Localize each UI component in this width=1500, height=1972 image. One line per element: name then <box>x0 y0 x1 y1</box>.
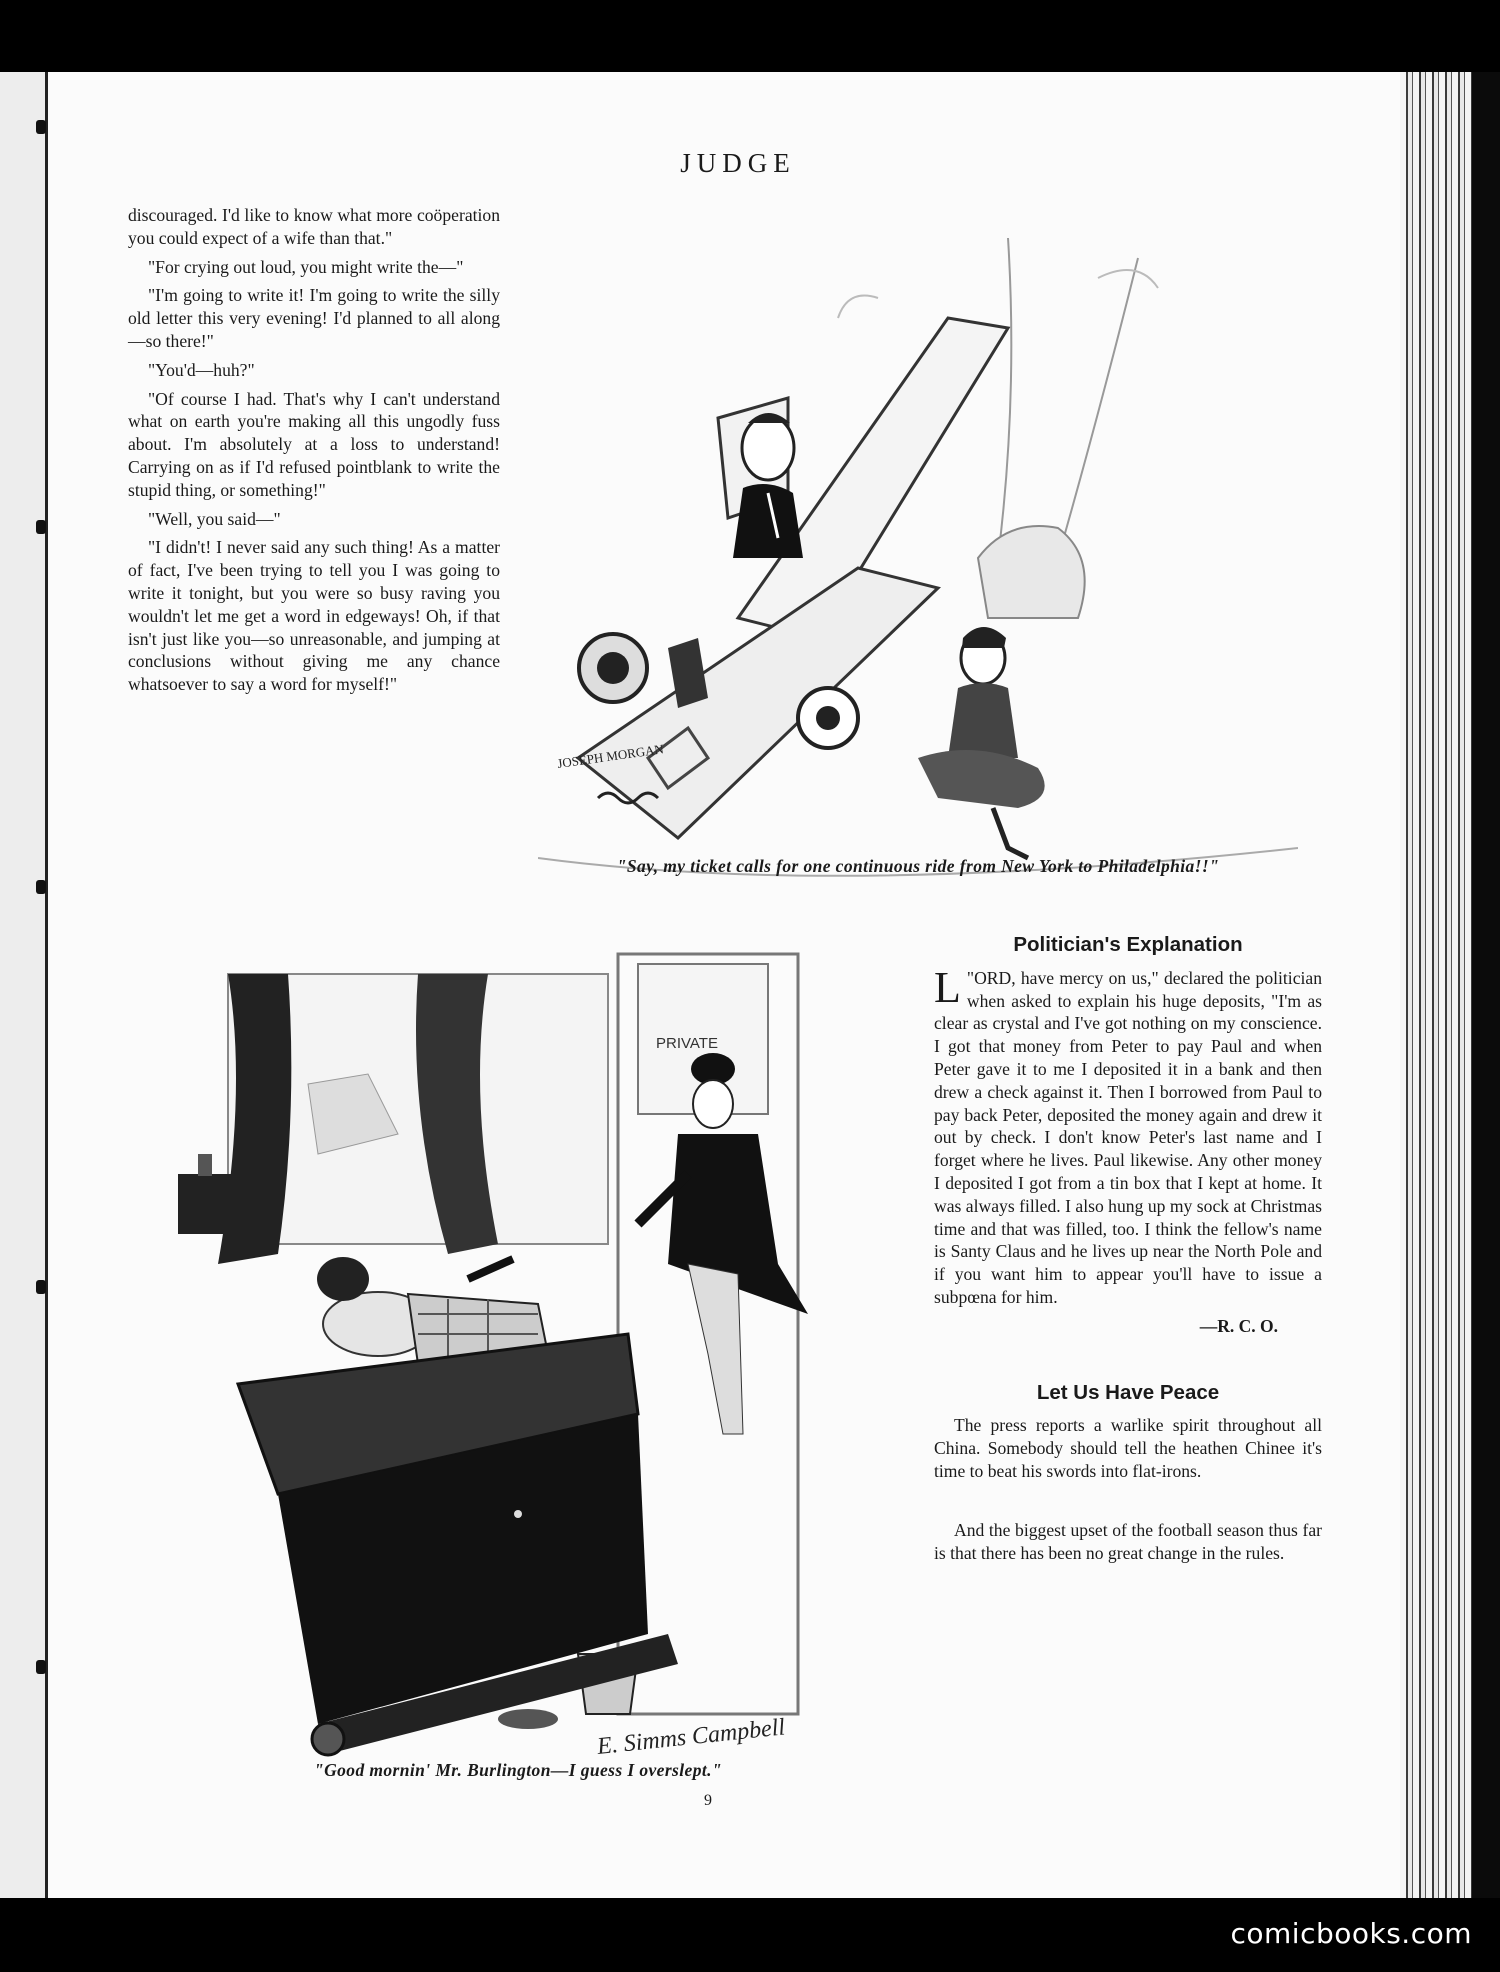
cartoon-caption: "Good mornin' Mr. Burlington—I guess I overslept." <box>314 1760 722 1780</box>
article-title: Politician's Explanation <box>1013 933 1243 956</box>
article-title: Let Us Have Peace <box>1036 1380 1220 1404</box>
story-continuation <box>128 204 500 702</box>
byline: —R. C. O. <box>1199 1315 1278 1336</box>
right-column <box>934 934 1322 1570</box>
scan-border-right <box>1472 72 1500 1898</box>
opening-quote: " <box>966 967 975 988</box>
office-cartoon <box>168 934 858 1804</box>
article-body: " L ORD, have mercy on us," declared the politician when asked to explain his huge deposits, "I'm as clear as crystal and I've got nothing on my conscience. I got that money from Peter to pay Paul and when Peter gave it to me I deposited it in a bank and then drew a check against it. Then I borrowed from Paul to pay back Peter, deposited the money again and drew it out by check. I don't know Peter's last name and I forget where he lives. Paul likewise. Any other money I deposited I got from a tin box that I kept at home. It was always filled. I also hung up my sock at Christmas time and that was filled, too. I think the fellow's name is Santy Claus and he lives up near the North Pole and if you want him to appear you'll have to issue a subpœna for him. <box>934 962 1322 1307</box>
story-paragraph: discouraged. I'd like to know what more coöperation you could expect of a wife than that." <box>128 205 500 248</box>
site-watermark: comicbooks.com <box>1230 1917 1472 1950</box>
story-paragraph: "Of course I had. That's why I can't understand what on earth you're making all this ungodly fuss about. I'm absolutely at a loss to understand! Carrying on as if I'd refused pointblank to write the stupid thing, or something!" <box>128 388 500 500</box>
story-paragraph: "Well, you said—" <box>148 508 281 529</box>
scan-border-top <box>0 0 1500 72</box>
page-number: 9 <box>704 1792 712 1809</box>
article-body: The press reports a warlike spirit throughout all China. Somebody should tell the heathen Chinee it's time to beat his swords into flat-irons. <box>934 1415 1322 1481</box>
drop-cap: L <box>934 962 961 1012</box>
stacked-page-edges <box>1400 72 1472 1898</box>
story-paragraph: "I didn't! I never said any such thing! As a matter of fact, I've been trying to tell you I was going to write it tonight, but you were so busy raving you wouldn't let me get a word in edgeways! Oh, if that isn't just like you—so unreasonable, and jumping at conclusions without giving me any chance whatsoever to say a word for myself!" <box>128 537 500 695</box>
airplane-cartoon <box>538 198 1298 918</box>
story-paragraph: "I'm going to write it! I'm going to write the silly old letter this very evening! I'd planned to all along—so there!" <box>128 285 500 351</box>
magazine-page <box>48 72 1400 1898</box>
article-body: And the biggest upset of the football season thus far is that there has been no great change in the rules. <box>934 1519 1322 1563</box>
story-paragraph: "You'd—huh?" <box>148 359 255 380</box>
story-paragraph: "For crying out loud, you might write the—" <box>148 256 464 277</box>
cartoon-signature: JOSEPH MORGAN <box>556 741 665 771</box>
binding-holes <box>36 120 46 1820</box>
cartoon-caption: "Say, my ticket calls for one continuous ride from New York to Philadelphia!!" <box>616 856 1220 876</box>
door-sign: PRIVATE <box>656 1035 718 1052</box>
running-head: JUDGE <box>680 148 796 178</box>
cartoon-signature: E. Simms Campbell <box>595 1714 787 1760</box>
